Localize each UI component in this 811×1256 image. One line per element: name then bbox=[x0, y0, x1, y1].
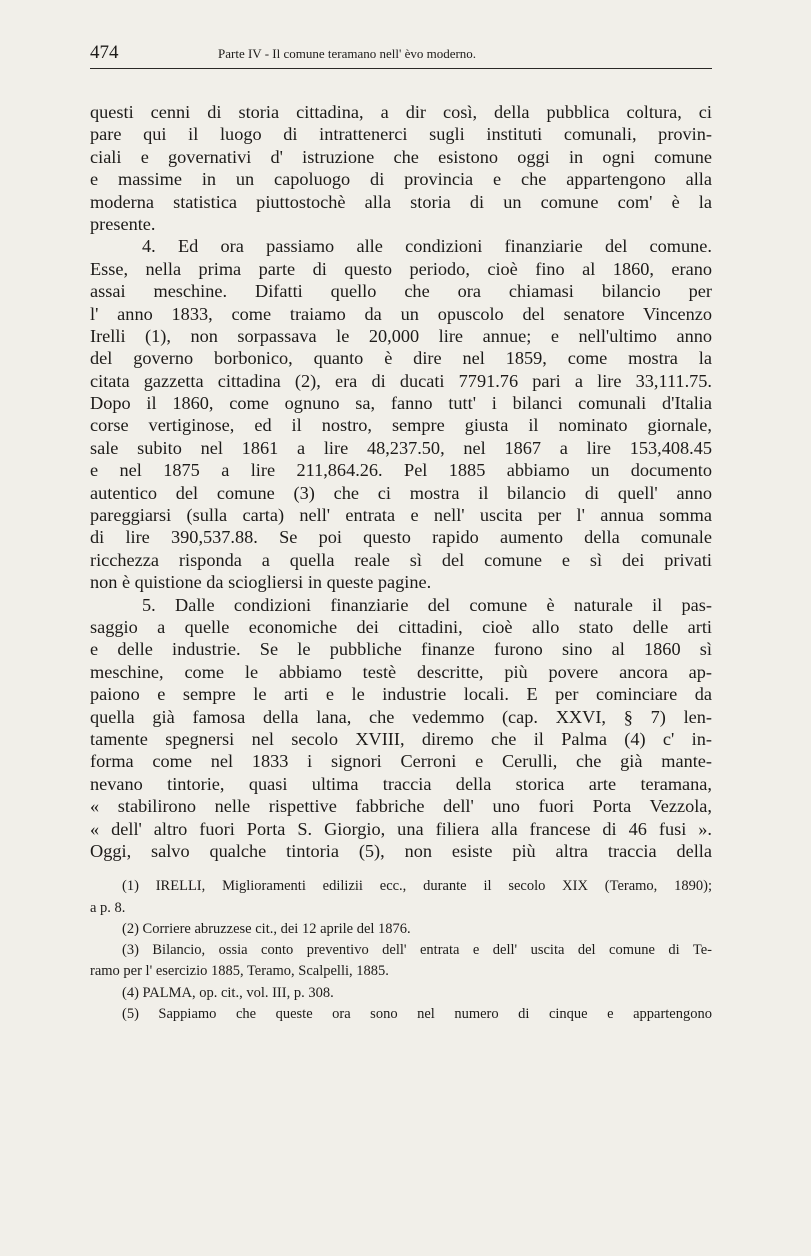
running-header bbox=[90, 38, 712, 69]
text-line: l' anno 1833, come traiamo da un opuscolo del senatore Vincenzo bbox=[90, 303, 712, 324]
text-line: Dopo il 1860, come ognuno sa, fanno tutt' i bilanci comunali d'Italia bbox=[90, 393, 712, 414]
text-line: « stabilirono nelle rispettive fabbriche dell' uno fuori Porta Vezzola, bbox=[90, 796, 712, 817]
footnote-3-continued: ramo per l' esercizio 1885, Teramo, Scalpelli, 1885. bbox=[90, 963, 389, 980]
text-line: ricchezza risponda a quella reale sì del comune e sì dei privati bbox=[90, 549, 712, 570]
text-line: assai meschine. Difatti quello che ora chiamasi bilancio per bbox=[90, 281, 712, 302]
text-line: Irelli (1), non sorpassava le 20,000 lire annue; e nell'ultimo anno bbox=[90, 325, 712, 346]
text-line: di lire 390,537.88. Se poi questo rapido aumento della comunale bbox=[90, 527, 712, 548]
text-line: sale subito nel 1861 a lire 48,237.50, nel 1867 a lire 153,408.45 bbox=[90, 437, 712, 458]
text-line: del governo borbonico, quanto è dire nel 1859, come mostra la bbox=[90, 348, 712, 369]
section-5-start: 5. Dalle condizioni finanziarie del comune è naturale il pas- bbox=[142, 594, 712, 615]
text-line: Oggi, salvo qualche tintoria (5), non esiste più altra traccia della bbox=[90, 840, 712, 861]
text-line: e massime in un capoluogo di provincia e che appartengono alla bbox=[90, 169, 712, 190]
footnote-4: (4) PALMA, op. cit., vol. III, p. 308. bbox=[122, 984, 334, 1001]
footnote-1: (1) IRELLI, Miglioramenti edilizii ecc., durante il secolo XIX (Teramo, 1890); bbox=[122, 878, 712, 895]
text-line: citata gazzetta cittadina (2), era di ducati 7791.76 pari a lire 33,111.75. bbox=[90, 370, 712, 391]
text-line: autentico del comune (3) che ci mostra il bilancio di quell' anno bbox=[90, 482, 712, 503]
text-line: non è quistione da sciogliersi in queste pagine. bbox=[90, 572, 432, 593]
text-line: paiono e sempre le arti e le industrie locali. E per cominciare da bbox=[90, 684, 712, 705]
text-line: pare qui il luogo di intrattenerci sugli instituti comunali, provin- bbox=[90, 124, 712, 145]
text-line: tamente spegnersi nel secolo XVIII, diremo che il Palma (4) c' in- bbox=[90, 728, 712, 749]
text-line: Esse, nella prima parte di questo periodo, cioè fino al 1860, erano bbox=[90, 258, 712, 279]
running-header-title: Parte IV - Il comune teramano nell' èvo moderno. bbox=[218, 46, 477, 61]
footnotes bbox=[90, 876, 712, 1025]
section-4-start: 4. Ed ora passiamo alle condizioni finanziarie del comune. bbox=[142, 236, 712, 257]
main-text bbox=[90, 101, 712, 862]
text-line: presente. bbox=[90, 213, 156, 234]
text-line: e nel 1875 a lire 211,864.26. Pel 1885 abbiamo un documento bbox=[90, 460, 712, 481]
text-line: quella già famosa della lana, che vedemmo (cap. XXVI, § 7) len- bbox=[90, 706, 712, 727]
text-line: questi cenni di storia cittadina, a dir così, della pubblica coltura, ci bbox=[90, 102, 712, 122]
text-line: « dell' altro fuori Porta S. Giorgio, una filiera alla francese di 46 fusi ». bbox=[90, 818, 712, 839]
text-line: corse vertiginose, ed il nostro, sempre giusta il nominato giornale, bbox=[90, 415, 712, 436]
text-line: moderna statistica piuttostochè alla storia di un comune com' è la bbox=[90, 191, 712, 212]
text-line: nevano tintorie, quasi ultima traccia della storica arte teramana, bbox=[90, 773, 712, 794]
footnote-5: (5) Sappiamo che queste ora sono nel numero di cinque e appartengono bbox=[122, 1006, 712, 1023]
text-line: ciali e governativi d' istruzione che esistono oggi in ogni comune bbox=[90, 146, 712, 167]
text-line: saggio a quelle economiche dei cittadini, cioè allo stato delle arti bbox=[90, 616, 712, 637]
book-page bbox=[90, 38, 712, 1025]
footnote-2: (2) Corriere abruzzese cit., dei 12 aprile del 1876. bbox=[122, 920, 411, 937]
text-line: forma come nel 1833 i signori Cerroni e Cerulli, che già mante- bbox=[90, 751, 712, 772]
footnote-3: (3) Bilancio, ossia conto preventivo dell' entrata e dell' uscita del comune di Te- bbox=[122, 942, 712, 959]
text-line: meschine, come le abbiamo testè descritte, più povere ancora ap- bbox=[90, 661, 712, 682]
text-line: e delle industrie. Se le pubbliche finanze furono sino al 1860 sì bbox=[90, 639, 712, 660]
footnote-1-continued: a p. 8. bbox=[90, 899, 126, 916]
text-line: pareggiarsi (sulla carta) nell' entrata e nell' uscita per l' annua somma bbox=[90, 505, 712, 526]
page-number: 474 bbox=[90, 42, 119, 63]
